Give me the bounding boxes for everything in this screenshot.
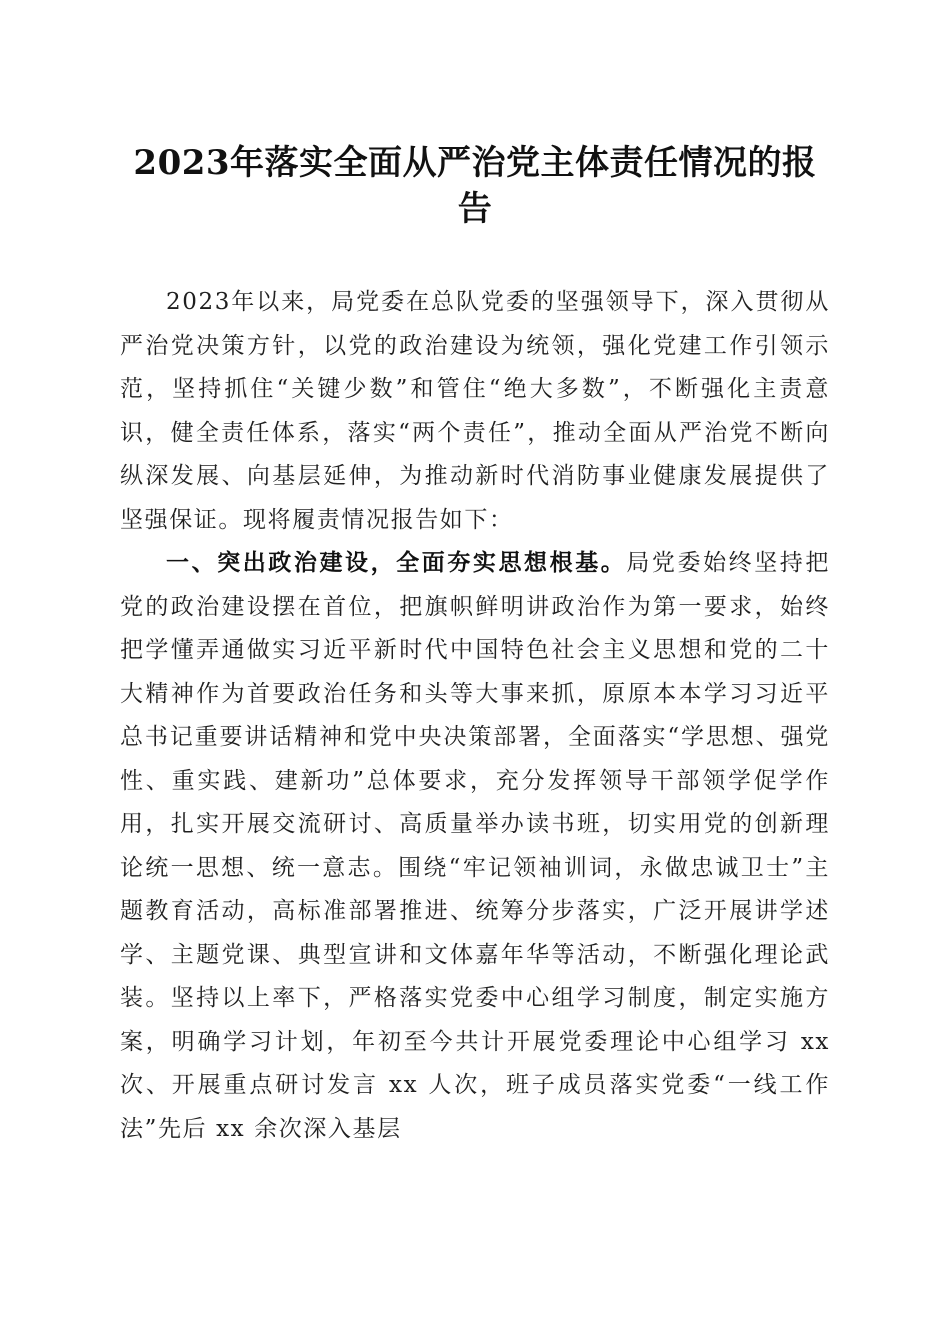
document-title: 2023年落实全面从严治党主体责任情况的报告: [133, 143, 817, 229]
document-body: [120, 281, 830, 1151]
section-1-heading: 一、突出政治建设，全面夯实思想根基。: [166, 550, 627, 576]
intro-paragraph: 2023年以来，局党委在总队党委的坚强领导下，深入贯彻从严治党决策方针，以党的政治建设为统领，强化党建工作引领示范，坚持抓住“关键少数”和管住“绝大多数”，不断强化主责意识，健全责任体系，落实“两个责任”，推动全面从严治党不断向纵深发展、向基层延伸，为推动新时代消防事业健康发展提供了坚强保证。现将履责情况报告如下：: [120, 289, 830, 533]
section-1-paragraph: [120, 542, 830, 1151]
section-1-body: 局党委始终坚持把党的政治建设摆在首位，把旗帜鲜明讲政治作为第一要求，始终把学懂弄通做实习近平新时代中国特色社会主义思想和党的二十大精神作为首要政治任务和头等大事来抓，原原本本学习习近平总书记重要讲话精神和党中央决策部署，全面落实“学思想、强党性、重实践、建新功”总体要求，充分发挥领导干部领学促学作用，扎实开展交流研讨、高质量举办读书班，切实用党的创新理论统一思想、统一意志。围绕“牢记领袖训词，永做忠诚卫士”主题教育活动，高标准部署推进、统筹分步落实，广泛开展讲学述学、主题党课、典型宣讲和文体嘉年华等活动，不断强化理论武装。坚持以上率下，严格落实党委中心组学习制度，制定实施方案，明确学习计划，年初至今共计开展党委理论中心组学习 xx 次、开展重点研讨发言 xx 人次，班子成员落实党委“一线工作法”先后 xx 余次深入基层: [120, 550, 830, 1142]
